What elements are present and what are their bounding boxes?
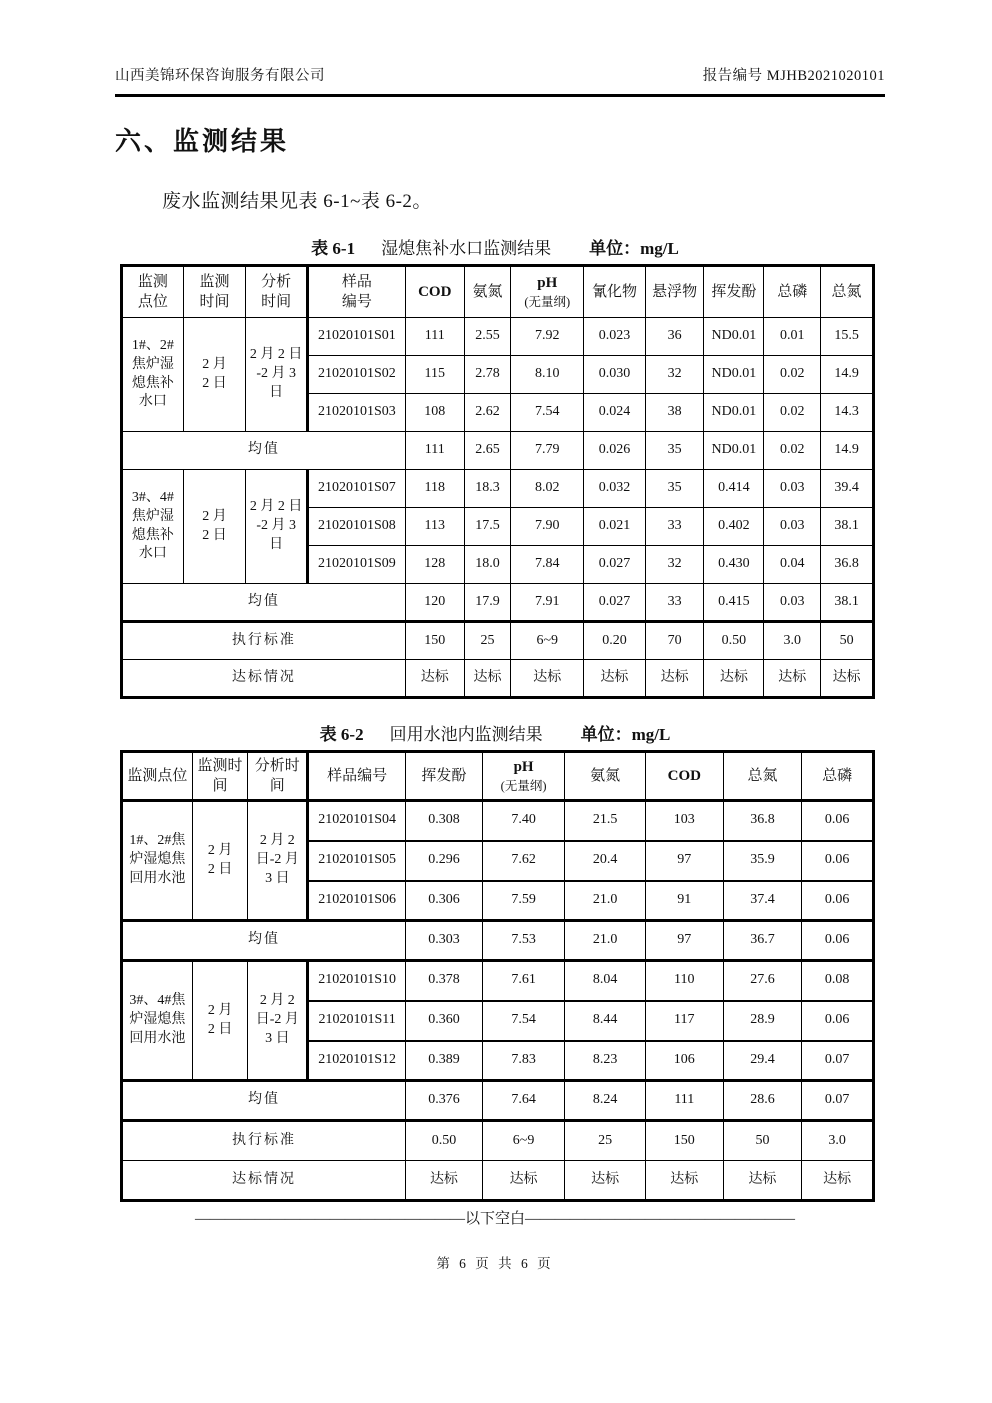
value-cell: 0.415 [704,584,764,622]
value-cell: 2.78 [464,356,511,394]
value-cell: 0.027 [584,584,646,622]
value-cell: 91 [645,881,723,921]
value-cell: 0.50 [406,1121,483,1161]
value-cell: 0.06 [802,841,874,881]
value-cell: 21.5 [565,801,646,841]
monitoring-point-cell: 3#、4#焦炉湿熄焦回用水池 [122,961,193,1081]
value-cell: 33 [645,508,704,546]
value-cell: 0.01 [764,318,821,356]
value-cell: 7.54 [511,394,584,432]
value-cell: 38 [645,394,704,432]
value-cell: 106 [645,1041,723,1081]
value-cell: 0.06 [802,921,874,961]
value-cell: 2.55 [464,318,511,356]
standard-label-cell: 执行标准 [122,1121,406,1161]
column-header: 监测点位 [122,752,193,801]
sample-id-cell: 21020101S11 [308,1001,406,1041]
value-cell: 27.6 [723,961,802,1001]
value-cell: 达标 [565,1161,646,1201]
value-cell: 0.296 [406,841,483,881]
sample-id-cell: 21020101S07 [307,470,405,508]
value-cell: 36.8 [723,801,802,841]
value-cell: 128 [405,546,464,584]
value-cell: 0.02 [764,432,821,470]
column-header: pH (无量纲) [511,266,584,318]
monitor-time-cell: 2 月 2 日 [192,801,248,921]
value-cell: 达标 [406,1161,483,1201]
value-cell: 7.79 [511,432,584,470]
value-cell: 7.83 [482,1041,565,1081]
value-cell: 6~9 [482,1121,565,1161]
value-cell: 达标 [482,1161,565,1201]
value-cell: 7.61 [482,961,565,1001]
monitor-time-cell: 2 月 2 日 [192,961,248,1081]
sample-id-cell: 21020101S10 [308,961,406,1001]
value-cell: 36.7 [723,921,802,961]
analysis-time-cell: 2 月 2 日-2 月 3 日 [248,961,308,1081]
column-header: 分析时 间 [248,752,308,801]
value-cell: 达标 [511,660,584,698]
value-cell: 150 [405,622,464,660]
value-cell: 35 [645,432,704,470]
value-cell: 7.53 [482,921,565,961]
monitoring-point-cell: 3#、4#焦炉湿熄焦补水口 [122,470,184,584]
sample-id-cell: 21020101S06 [308,881,406,921]
value-cell: 0.20 [584,622,646,660]
value-cell: 0.308 [406,801,483,841]
value-cell: 0.02 [764,356,821,394]
value-cell: 50 [723,1121,802,1161]
value-cell: 111 [405,432,464,470]
value-cell: 0.023 [584,318,646,356]
value-cell: 达标 [645,1161,723,1201]
value-cell: 32 [645,546,704,584]
value-cell: 0.030 [584,356,646,394]
compliance-label-cell: 达标情况 [122,660,406,698]
value-cell: 8.24 [565,1081,646,1121]
value-cell: 97 [645,921,723,961]
value-cell: 118 [405,470,464,508]
value-cell: 2.62 [464,394,511,432]
value-cell: 0.032 [584,470,646,508]
value-cell: 21.0 [565,921,646,961]
value-cell: 117 [645,1001,723,1041]
compliance-label-cell: 达标情况 [122,1161,406,1201]
value-cell: 达标 [821,660,874,698]
value-cell: 3.0 [802,1121,874,1161]
value-cell: 33 [645,584,704,622]
sample-id-cell: 21020101S03 [307,394,405,432]
intro-text: 废水监测结果见表 6-1~表 6-2。 [162,191,432,212]
report-number: 报告编号 MJHB2021020101 [702,68,885,84]
value-cell: 17.9 [464,584,511,622]
value-cell: 108 [405,394,464,432]
value-cell: 8.23 [565,1041,646,1081]
value-cell: 0.376 [406,1081,483,1121]
value-cell: ND0.01 [704,318,764,356]
column-header: 挥发酚 [406,752,483,801]
value-cell: 111 [645,1081,723,1121]
value-cell: 0.414 [704,470,764,508]
value-cell: 0.03 [764,470,821,508]
monitoring-point-cell: 1#、2#焦炉湿熄焦回用水池 [122,801,193,921]
monitor-time-cell: 2 月 2 日 [183,318,246,432]
analysis-time-cell: 2 月 2 日-2 月 3 日 [248,801,308,921]
column-header: 总氮 [723,752,802,801]
value-cell: 0.306 [406,881,483,921]
column-header: COD [405,266,464,318]
column-header: 样品 编号 [307,266,405,318]
value-cell: 7.54 [482,1001,565,1041]
value-cell: 0.03 [764,508,821,546]
section-title: 六、监测结果 [115,127,290,156]
value-cell: 111 [405,318,464,356]
value-cell: 达标 [723,1161,802,1201]
table-6-2-title: 回用水池内监测结果 [389,725,543,744]
value-cell: 38.1 [821,508,874,546]
page-number: 第 6 页 共 6 页 [436,1256,554,1271]
sample-id-cell: 21020101S01 [307,318,405,356]
value-cell: 8.02 [511,470,584,508]
value-cell: 97 [645,841,723,881]
value-cell: 0.389 [406,1041,483,1081]
value-cell: 达标 [405,660,464,698]
table-6-1-label: 表 6-1 [311,239,356,258]
value-cell: 32 [645,356,704,394]
column-header: 悬浮物 [645,266,704,318]
value-cell: 0.08 [802,961,874,1001]
standard-label-cell: 执行标准 [122,622,406,660]
monitor-time-cell: 2 月 2 日 [183,470,246,584]
value-cell: 15.5 [821,318,874,356]
value-cell: 达标 [584,660,646,698]
sample-id-cell: 21020101S02 [307,356,405,394]
value-cell: 20.4 [565,841,646,881]
value-cell: 17.5 [464,508,511,546]
value-cell: 150 [645,1121,723,1161]
column-header: 氨氮 [464,266,511,318]
value-cell: 7.84 [511,546,584,584]
value-cell: 6~9 [511,622,584,660]
value-cell: 39.4 [821,470,874,508]
value-cell: 115 [405,356,464,394]
column-header: pH (无量纲) [482,752,565,801]
value-cell: ND0.01 [704,394,764,432]
value-cell: 0.360 [406,1001,483,1041]
analysis-time-cell: 2 月 2 日 -2 月 3 日 [246,470,308,584]
column-header: 分析 时间 [246,266,308,318]
monitoring-point-cell: 1#、2#焦炉湿熄焦补水口 [122,318,184,432]
document-header [115,64,885,85]
value-cell: 36 [645,318,704,356]
value-cell: 36.8 [821,546,874,584]
value-cell: 110 [645,961,723,1001]
column-header: 氨氮 [565,752,646,801]
value-cell: 7.91 [511,584,584,622]
value-cell: 2.65 [464,432,511,470]
value-cell: 0.06 [802,801,874,841]
value-cell: 25 [565,1121,646,1161]
table-6-1-unit: 单位：mg/L [589,239,679,258]
table-6-2-unit: 单位：mg/L [580,725,671,744]
value-cell: ND0.01 [704,432,764,470]
monitoring-table-6-2 [120,750,875,1202]
value-cell: 18.3 [464,470,511,508]
value-cell: 0.03 [764,584,821,622]
value-cell: 70 [645,622,704,660]
mean-label-cell: 均值 [122,921,406,961]
column-header: 总磷 [802,752,874,801]
value-cell: 0.021 [584,508,646,546]
value-cell: 18.0 [464,546,511,584]
value-cell: 7.62 [482,841,565,881]
column-header: 总氮 [821,266,874,318]
monitoring-table-6-1 [120,264,875,699]
value-cell: 达标 [764,660,821,698]
analysis-time-cell: 2 月 2 日 -2 月 3 日 [246,318,308,432]
column-header: 监测 点位 [122,266,184,318]
table-6-1-section [115,234,875,699]
sample-id-cell: 21020101S05 [308,841,406,881]
sample-id-cell: 21020101S04 [308,801,406,841]
value-cell: 0.07 [802,1081,874,1121]
value-cell: 103 [645,801,723,841]
value-cell: 0.07 [802,1041,874,1081]
value-cell: 0.027 [584,546,646,584]
value-cell: 7.90 [511,508,584,546]
value-cell: 28.9 [723,1001,802,1041]
value-cell: 8.44 [565,1001,646,1041]
value-cell: 0.50 [704,622,764,660]
value-cell: ND0.01 [704,356,764,394]
value-cell: 14.9 [821,432,874,470]
value-cell: 0.06 [802,1001,874,1041]
column-header: 挥发酚 [704,266,764,318]
value-cell: 0.378 [406,961,483,1001]
table-6-2-section [115,720,875,1202]
value-cell: 37.4 [723,881,802,921]
column-header: COD [645,752,723,801]
column-header: 监测时 间 [192,752,248,801]
below-blank-note: ——————————————————以下空白—————————————————— [194,1211,795,1227]
value-cell: 35.9 [723,841,802,881]
value-cell: 0.303 [406,921,483,961]
value-cell: 0.402 [704,508,764,546]
value-cell: 50 [821,622,874,660]
value-cell: 14.9 [821,356,874,394]
table-6-2-label: 表 6-2 [319,725,364,744]
mean-label-cell: 均值 [122,584,406,622]
value-cell: 3.0 [764,622,821,660]
value-cell: 113 [405,508,464,546]
value-cell: 28.6 [723,1081,802,1121]
mean-label-cell: 均值 [122,432,406,470]
value-cell: 25 [464,622,511,660]
table-6-1-caption [115,234,875,259]
header-divider [115,94,885,97]
value-cell: 达标 [645,660,704,698]
column-header: 样品编号 [308,752,406,801]
column-header: 总磷 [764,266,821,318]
value-cell: 0.02 [764,394,821,432]
value-cell: 7.40 [482,801,565,841]
value-cell: 120 [405,584,464,622]
value-cell: 0.04 [764,546,821,584]
value-cell: 8.10 [511,356,584,394]
sample-id-cell: 21020101S12 [308,1041,406,1081]
value-cell: 达标 [464,660,511,698]
value-cell: 0.430 [704,546,764,584]
value-cell: 达标 [802,1161,874,1201]
value-cell: 0.024 [584,394,646,432]
table-6-1-title: 湿熄焦补水口监测结果 [381,239,552,258]
column-header: 氰化物 [584,266,646,318]
value-cell: 35 [645,470,704,508]
value-cell: 8.04 [565,961,646,1001]
value-cell: 38.1 [821,584,874,622]
value-cell: 14.3 [821,394,874,432]
mean-label-cell: 均值 [122,1081,406,1121]
sample-id-cell: 21020101S08 [307,508,405,546]
column-header: 监测 时间 [183,266,246,318]
value-cell: 0.06 [802,881,874,921]
value-cell: 7.64 [482,1081,565,1121]
value-cell: 7.59 [482,881,565,921]
value-cell: 7.92 [511,318,584,356]
value-cell: 29.4 [723,1041,802,1081]
value-cell: 0.026 [584,432,646,470]
sample-id-cell: 21020101S09 [307,546,405,584]
table-6-2-caption [115,720,875,745]
value-cell: 达标 [704,660,764,698]
value-cell: 21.0 [565,881,646,921]
company-name: 山西美锦环保咨询服务有限公司 [115,68,325,84]
